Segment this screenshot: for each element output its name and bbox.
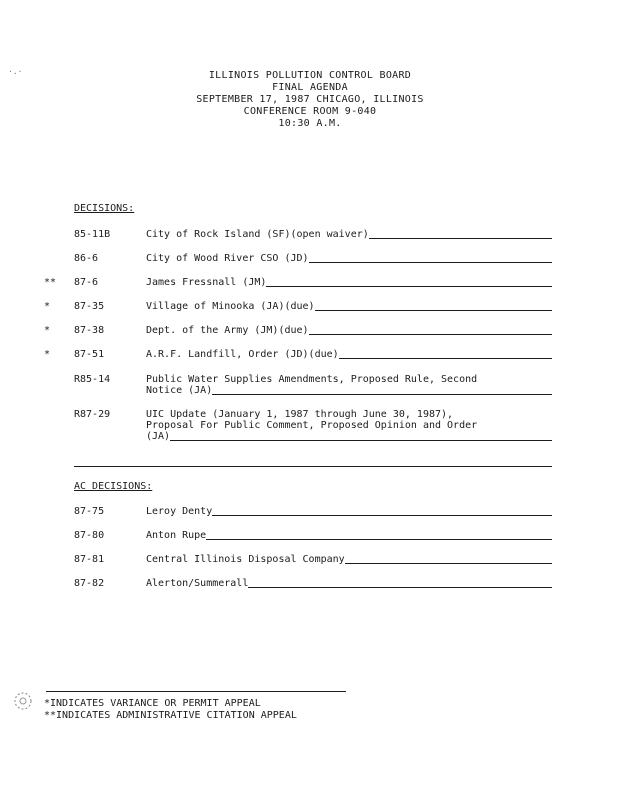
- case-number: 86-6: [74, 253, 99, 264]
- blank-line: [212, 385, 552, 395]
- case-number: 87-75: [74, 506, 105, 517]
- case-title-line: Notice (JA): [146, 385, 213, 396]
- meeting-date-location: SEPTEMBER 17, 1987 CHICAGO, ILLINOIS: [196, 94, 424, 105]
- hole-punch-mark-icon: [10, 688, 36, 714]
- blank-line: [206, 530, 552, 540]
- ac-decisions-heading: AC DECISIONS:: [74, 481, 153, 492]
- case-title: Alerton/Summerall: [146, 578, 249, 589]
- case-number: 87-82: [74, 578, 105, 589]
- case-number: 87-80: [74, 530, 105, 541]
- blank-line: [309, 253, 552, 263]
- case-number: R87-29: [74, 409, 111, 420]
- case-title: A.R.F. Landfill, Order (JD)(due): [146, 349, 339, 360]
- agenda-title: FINAL AGENDA: [272, 82, 348, 93]
- blank-line: [170, 431, 552, 441]
- case-number: R85-14: [74, 374, 111, 385]
- footnote-variance: *INDICATES VARIANCE OR PERMIT APPEAL: [44, 698, 261, 709]
- case-title: Leroy Denty: [146, 506, 213, 517]
- blank-line: [339, 349, 552, 359]
- footnote-citation: **INDICATES ADMINISTRATIVE CITATION APPEAL: [44, 710, 297, 721]
- board-name: ILLINOIS POLLUTION CONTROL BOARD: [208, 70, 412, 81]
- case-title: Anton Rupe: [146, 530, 207, 541]
- blank-line: [345, 554, 552, 564]
- item-marker: **: [44, 277, 57, 288]
- blank-line: [266, 277, 552, 287]
- item-marker: *: [44, 301, 51, 312]
- case-number: 87-51: [74, 349, 105, 360]
- item-marker: *: [44, 325, 51, 336]
- case-title-line: Public Water Supplies Amendments, Proposed Rule, Second: [146, 374, 478, 385]
- case-number: 87-35: [74, 301, 105, 312]
- decisions-heading: DECISIONS:: [74, 203, 135, 214]
- scan-speck: ·.·: [8, 67, 23, 76]
- case-title-line: (JA): [146, 431, 171, 442]
- case-title: James Fressnall (JM): [146, 277, 267, 288]
- case-title: Dept. of the Army (JM)(due): [146, 325, 309, 336]
- blank-line: [248, 578, 552, 588]
- blank-line: [309, 325, 552, 335]
- case-number: 87-6: [74, 277, 99, 288]
- case-number: 87-38: [74, 325, 105, 336]
- case-title: Central Illinois Disposal Company: [146, 554, 345, 565]
- blank-line: [315, 301, 552, 311]
- footnote-rule: [46, 691, 346, 692]
- case-title-line: Proposal For Public Comment, Proposed Opinion and Order: [146, 420, 478, 431]
- case-number: 85-11B: [74, 229, 111, 240]
- item-marker: *: [44, 349, 51, 360]
- case-title: Village of Minooka (JA)(due): [146, 301, 315, 312]
- case-number: 87-81: [74, 554, 105, 565]
- meeting-room: CONFERENCE ROOM 9-040: [243, 106, 377, 117]
- blank-line: [369, 229, 552, 239]
- case-title: City of Wood River CSO (JD): [146, 253, 309, 264]
- blank-line: [212, 506, 552, 516]
- section-divider: [74, 466, 552, 467]
- case-title: City of Rock Island (SF)(open waiver): [146, 229, 369, 240]
- meeting-time: 10:30 A.M.: [278, 118, 342, 129]
- case-title-line: UIC Update (January 1, 1987 through June 30, 1987),: [146, 409, 454, 420]
